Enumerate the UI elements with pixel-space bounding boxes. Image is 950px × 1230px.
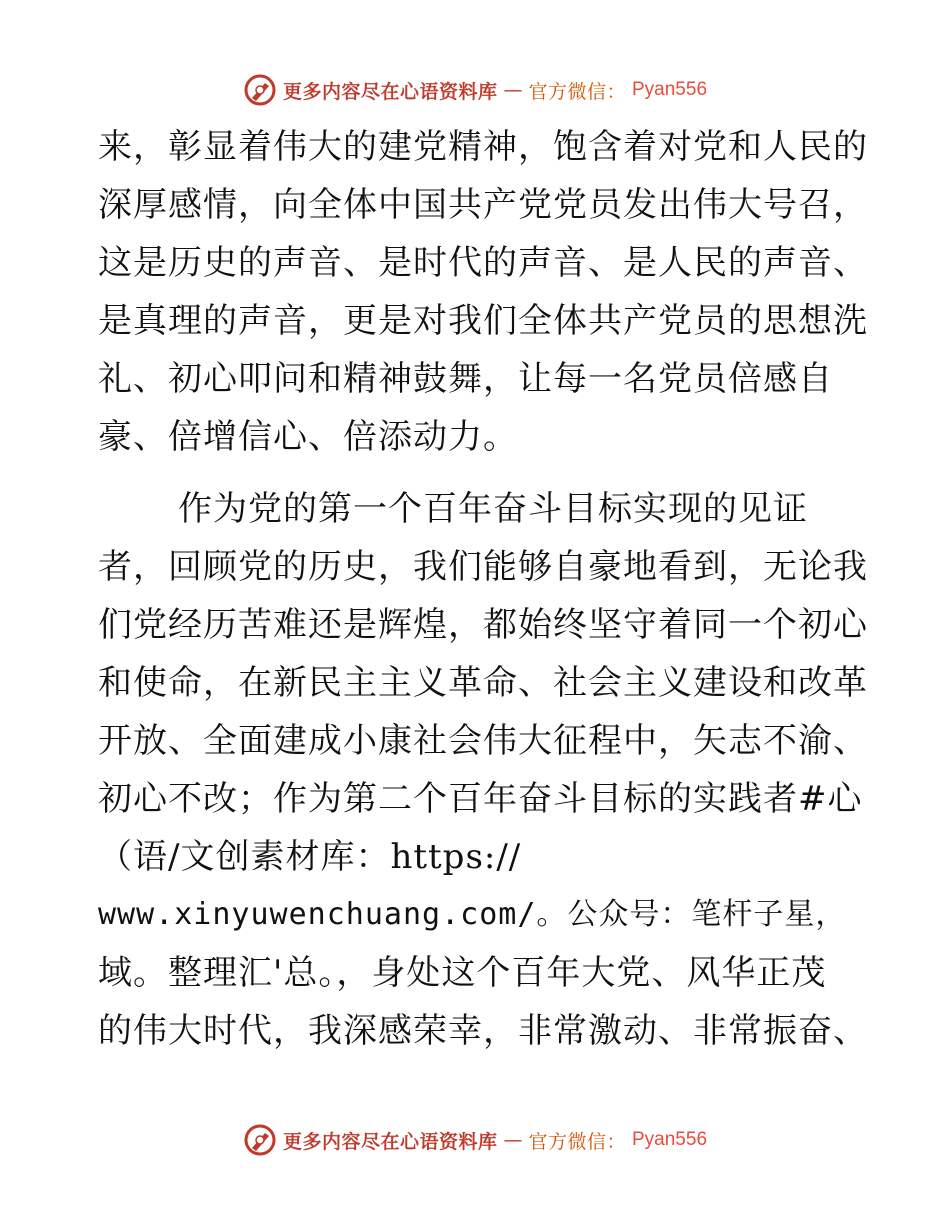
paragraph2-line: 和使命，在新民主主义革命、社会主义建设和改革 (98, 663, 868, 703)
paragraph2-line: 们党经历苦难还是辉煌，都始终坚守着同一个初心 (98, 605, 868, 645)
banner-site-name: 更多内容尽在心语资料库 (282, 80, 498, 103)
paragraph1-line: 礼、初心叩问和精神鼓舞，让每一名党员倍感自 (98, 359, 833, 399)
paragraph2-line: 的伟大时代，我深感荣幸，非常激动、非常振奋、 (98, 1011, 868, 1051)
paragraph2-line: （语/文创素材库：https:// (98, 837, 522, 877)
banner-wechat-id: Pyan556 (632, 79, 708, 100)
header-banner (0, 70, 950, 110)
paragraph1-line: 这是历史的声音、是时代的声音、是人民的声音、 (98, 243, 868, 283)
banner-wechat-label: 官方微信： (528, 1130, 626, 1153)
paragraph-gap (98, 466, 858, 480)
paragraph2-line: 域。整理汇'总。，身处这个百年大党、风华正茂 (98, 953, 827, 993)
banner-wechat-id: Pyan556 (632, 1129, 708, 1150)
paragraph2-url-line: www.xinyuwenchuang.com/。公众号：笔杆子星， (98, 897, 847, 932)
footer-banner (0, 1120, 950, 1160)
paragraph1-line: 来，彰显着伟大的建党精神，饱含着对党和人民的 (98, 127, 868, 167)
banner-wechat-label: 官方微信： (528, 80, 626, 103)
banner-dash: — (503, 1129, 523, 1151)
banner-site-name: 更多内容尽在心语资料库 (282, 1130, 498, 1153)
pen-circle-logo-icon (243, 1123, 277, 1157)
paragraph2-line: 者，回顾党的历史，我们能够自豪地看到，无论我 (98, 547, 868, 587)
paragraph2-line: 开放、全面建成小康社会伟大征程中，矢志不渝、 (98, 721, 868, 761)
paragraph1-line: 深厚感情，向全体中国共产党党员发出伟大号召， (98, 185, 868, 225)
banner-dash: — (503, 79, 523, 101)
pen-circle-logo-icon (243, 73, 277, 107)
paragraph1-line: 是真理的声音，更是对我们全体共产党员的思想洗 (98, 301, 868, 341)
paragraph2-line: 作为党的第一个百年奋斗目标实现的见证 (178, 489, 808, 529)
document-body (98, 118, 868, 1060)
paragraph1-line: 豪、倍增信心、倍添动力。 (98, 417, 518, 457)
paragraph2-line: 初心不改；作为第二个百年奋斗目标的实践者#心 (98, 779, 863, 819)
